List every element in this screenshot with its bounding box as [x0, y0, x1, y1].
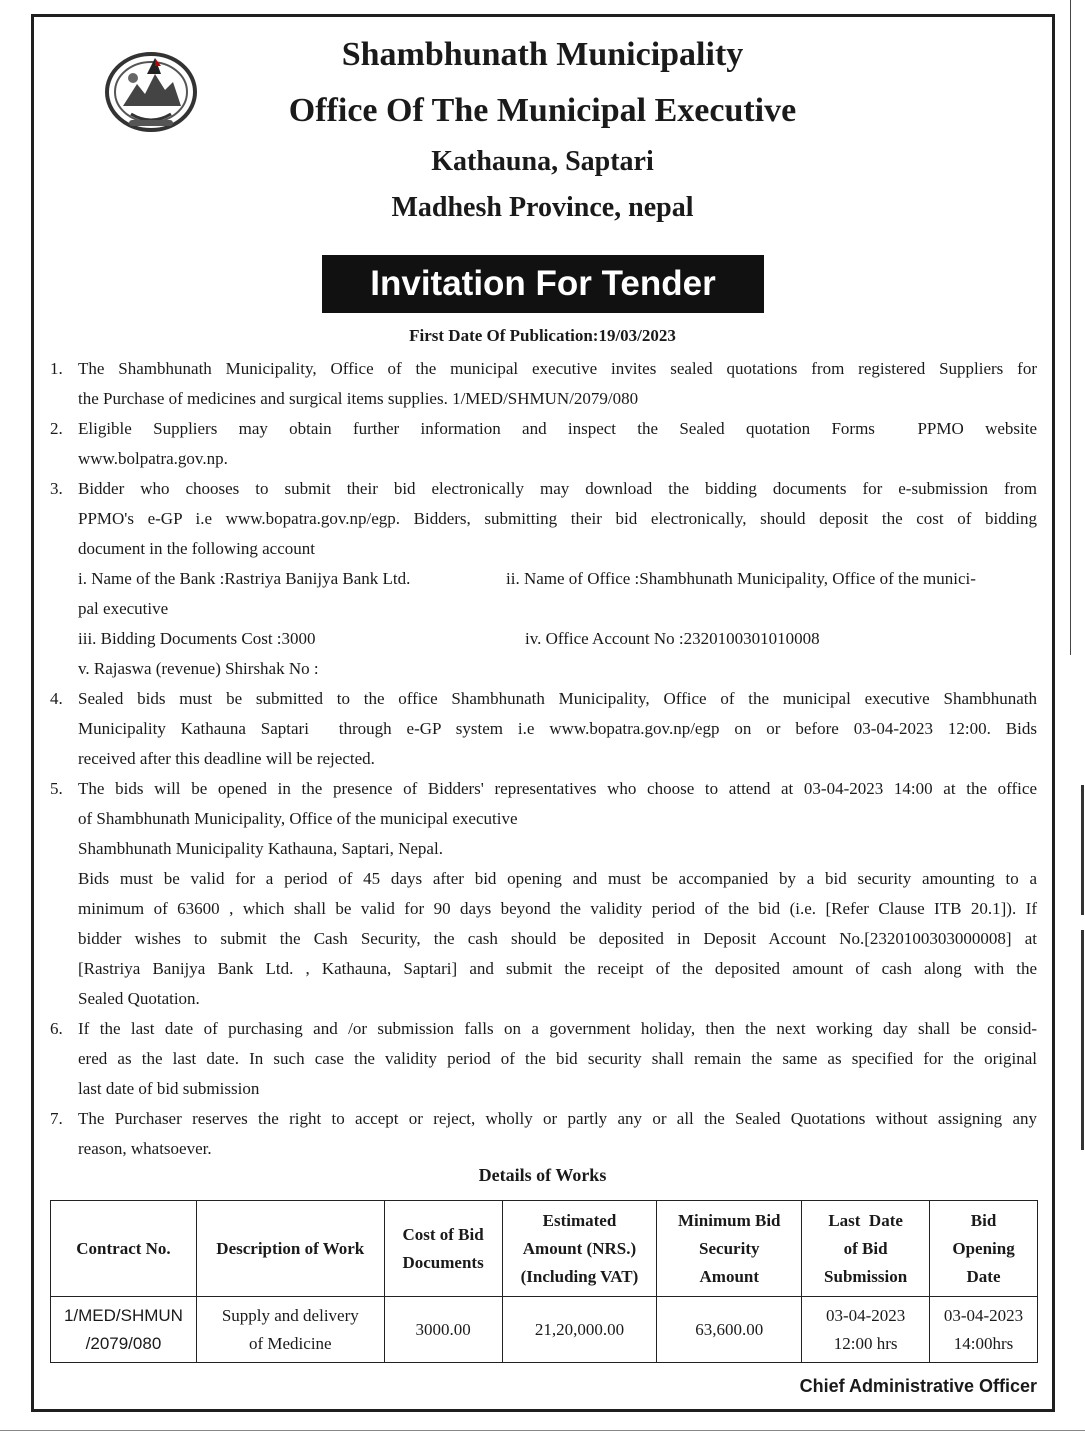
item-2-line: Eligible Suppliers may obtain further information and inspect the Sealed quotation Forms PPMO website [78, 419, 1037, 438]
item-5-line: Sealed Quotation. [78, 989, 200, 1008]
signature-title: Chief Administrative Officer [799, 1376, 1037, 1396]
item-3-line: PPMO's e-GP i.e www.bopatra.gov.np/egp. Bidders, submitting their bid electronically, should deposit the cost of bidding [78, 509, 1037, 528]
item-4-line: Sealed bids must be submitted to the office Shambhunath Municipality, Office of the municipal executive Shambhunath [78, 689, 1037, 708]
item-5-line: minimum of 63600 , which shall be valid for 90 days beyond the validity period of the bid (i.e. [Refer Clause ITB 20.1]). If [78, 899, 1037, 918]
item-1-line: The Shambhunath Municipality, Office of the municipal executive invites sealed quotations from registered Suppliers for [78, 359, 1037, 378]
bank-name: i. Name of the Bank :Rastriya Banijya Bank Ltd. [78, 569, 411, 588]
office-title: Office Of The Municipal Executive [288, 92, 797, 129]
col-header-min-bid-security: Minimum Bid Security Amount [657, 1201, 802, 1297]
item-3-line: Bidder who chooses to submit their bid electronically may download the bidding documents for e-submission from [78, 479, 1037, 498]
item-number: 7. [50, 1109, 63, 1128]
cell-description: Supply and delivery of Medicine [196, 1297, 384, 1363]
item-6-line: If the last date of purchasing and /or submission falls on a government holiday, then the next working day shall be consid- [78, 1019, 1037, 1038]
adjacent-column-edge [1081, 930, 1084, 1150]
office-name: ii. Name of Office :Shambhunath Municipality, Office of the munici- [506, 569, 976, 588]
item-5-line: Bids must be valid for a period of 45 days after bid opening and must be accompanied by a bid security amounting to a [78, 869, 1037, 888]
cell-opening-date: 03-04-2023 14:00hrs [930, 1297, 1038, 1363]
item-1-line: the Purchase of medicines and surgical items supplies. 1/MED/SHMUN/2079/080 [78, 389, 639, 408]
works-table [50, 1200, 1038, 1363]
col-header-description: Description of Work [196, 1201, 384, 1297]
item-3-line: document in the following account [78, 539, 315, 558]
item-5-line: bidder wishes to submit the Cash Security, the cash should be deposited in Deposit Account No.[2320100303000008] at [78, 929, 1037, 948]
adjacent-column-edge [1070, 0, 1085, 655]
item-5-line: [Rastriya Banijya Bank Ltd. , Kathauna, Saptari] and submit the receipt of the deposited amount of cash along with the [78, 959, 1037, 978]
cell-min-bid-security: 63,600.00 [657, 1297, 802, 1363]
item-number: 1. [50, 359, 63, 378]
revenue-heading: v. Rajaswa (revenue) Shirshak No : [78, 659, 319, 678]
col-header-last-date: Last Date of Bid Submission [802, 1201, 930, 1297]
table-header-row [51, 1201, 1038, 1297]
municipality-name: Shambhunath Municipality [341, 36, 744, 73]
adjacent-column-edge [1081, 785, 1084, 915]
table-row [51, 1297, 1038, 1363]
office-name: pal executive [78, 599, 169, 618]
item-5-line: The bids will be opened in the presence of Bidders' representatives who choose to attend at 03-04-2023 14:00 at the office [78, 779, 1037, 798]
page-edge-rule [0, 1430, 1085, 1431]
publication-date: First Date Of Publication:19/03/2023 [409, 326, 676, 345]
account-number: iv. Office Account No :2320100301010008 [525, 629, 820, 648]
item-number: 4. [50, 689, 63, 708]
cell-last-date: 03-04-2023 12:00 hrs [802, 1297, 930, 1363]
nepal-emblem-icon [103, 44, 199, 136]
province-line: Madhesh Province, nepal [391, 192, 694, 223]
item-2-line: www.bolpatra.gov.np. [78, 449, 228, 468]
item-6-line: last date of bid submission [78, 1079, 260, 1098]
item-number: 6. [50, 1019, 63, 1038]
item-number: 2. [50, 419, 63, 438]
cell-estimated-amount: 21,20,000.00 [502, 1297, 657, 1363]
item-7-line: reason, whatsoever. [78, 1139, 212, 1158]
item-number: 3. [50, 479, 63, 498]
document-cost: iii. Bidding Documents Cost :3000 [78, 629, 316, 648]
cell-contract-no: 1/MED/SHMUN /2079/080 [51, 1297, 197, 1363]
item-number: 5. [50, 779, 63, 798]
location-line: Kathauna, Saptari [431, 146, 654, 177]
item-5-line: of Shambhunath Municipality, Office of the municipal executive [78, 809, 518, 828]
item-6-line: ered as the last date. In such case the validity period of the bid security shall remain the same as specified for the original [78, 1049, 1037, 1068]
col-header-estimated-amount: Estimated Amount (NRS.) (Including VAT) [502, 1201, 657, 1297]
tender-banner: Invitation For Tender [322, 255, 764, 313]
col-header-doc-cost: Cost of Bid Documents [384, 1201, 502, 1297]
item-5-line: Shambhunath Municipality Kathauna, Saptari, Nepal. [78, 839, 443, 858]
col-header-contract-no: Contract No. [51, 1201, 197, 1297]
cell-doc-cost: 3000.00 [384, 1297, 502, 1363]
item-4-line: Municipality Kathauna Saptari through e-GP system i.e www.bopatra.gov.np/egp on or before 03-04-2023 12:00. Bids [78, 719, 1037, 738]
item-4-line: received after this deadline will be rejected. [78, 749, 375, 768]
details-of-works-title: Details of Works [478, 1165, 607, 1185]
col-header-opening-date: Bid Opening Date [930, 1201, 1038, 1297]
item-7-line: The Purchaser reserves the right to accept or reject, wholly or partly any or all the Sealed Quotations without assigning any [78, 1109, 1037, 1128]
